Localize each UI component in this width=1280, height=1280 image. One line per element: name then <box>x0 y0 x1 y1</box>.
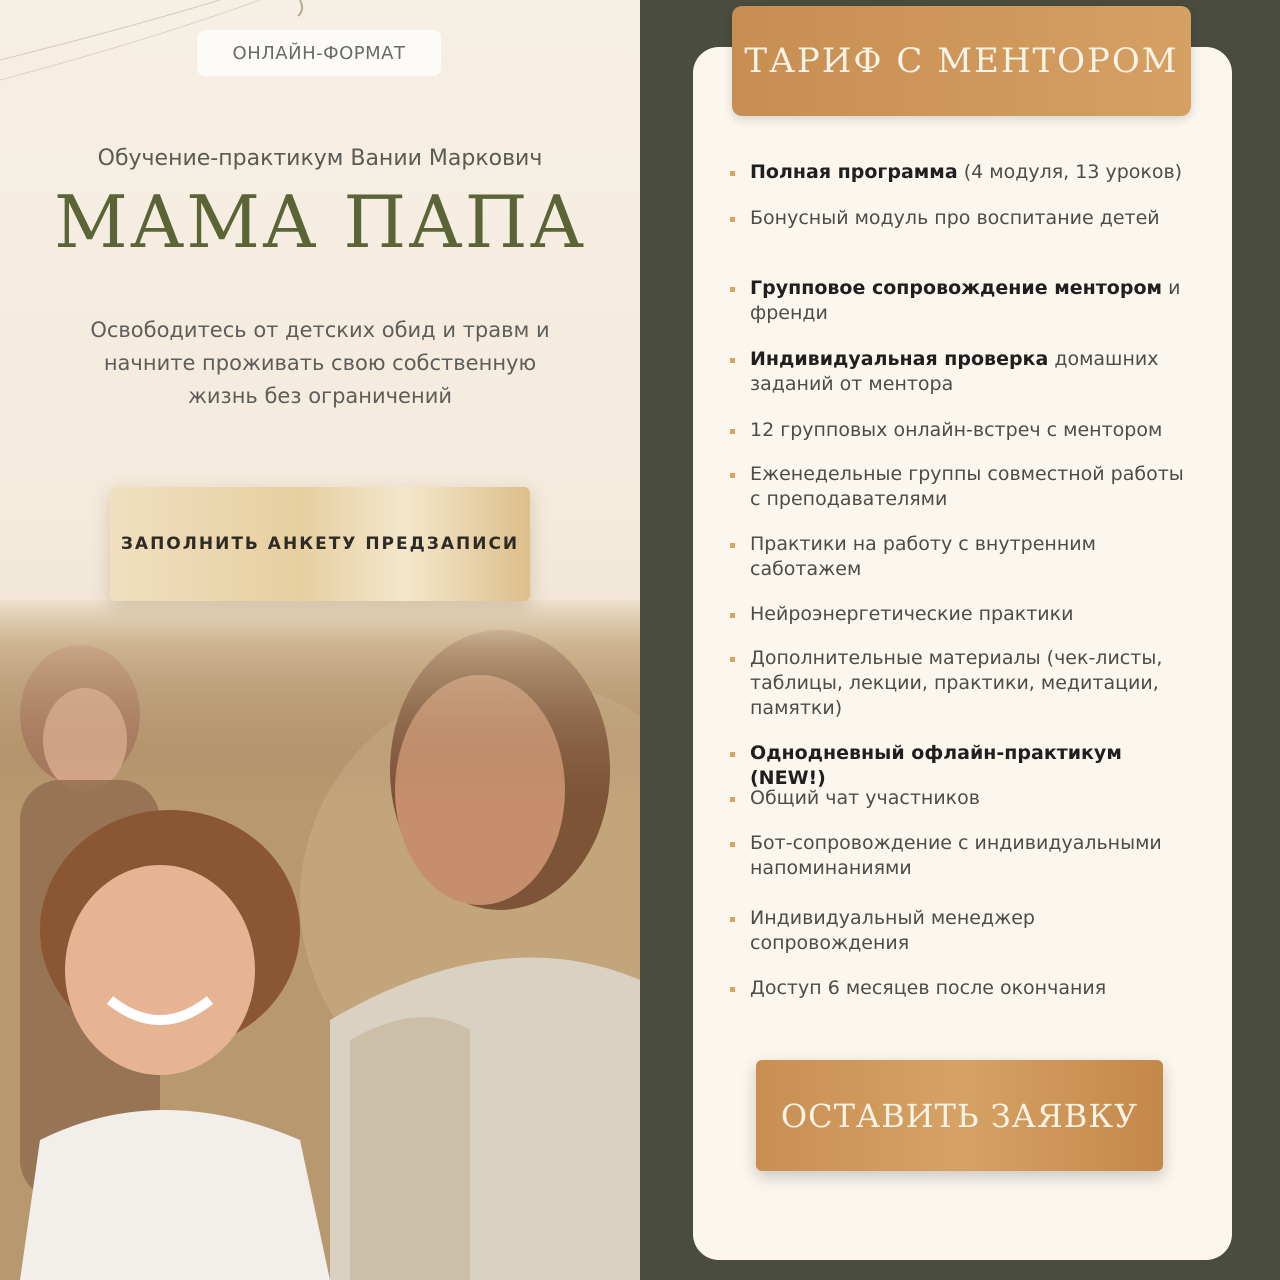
feature-item: Общий чат участников <box>730 786 1190 811</box>
feature-item: Дополнительные материалы (чек-листы, таблицы, лекции, практики, медитации, памятки) <box>730 646 1190 721</box>
preregistration-button[interactable]: ЗАПОЛНИТЬ АНКЕТУ ПРЕДЗАПИСИ <box>110 487 530 601</box>
feature-item: Практики на работу с внутренним саботажем <box>730 532 1190 582</box>
bullet-icon <box>730 543 735 548</box>
format-badge: ОНЛАЙН-ФОРМАТ <box>197 30 441 76</box>
bullet-icon <box>730 613 735 618</box>
bullet-icon <box>730 217 735 222</box>
feature-item: Групповое сопровождение ментором и френди <box>730 276 1190 326</box>
bullet-icon <box>730 429 735 434</box>
bullet-icon <box>730 287 735 292</box>
feature-item: Однодневный офлайн-практикум (NEW!) <box>730 741 1190 791</box>
feature-item: Индивидуальная проверка домашних заданий от ментора <box>730 347 1190 397</box>
bullet-icon <box>730 987 735 992</box>
bullet-icon <box>730 797 735 802</box>
bullet-icon <box>730 657 735 662</box>
feature-item: Доступ 6 месяцев после окончания <box>730 976 1190 1001</box>
family-photo <box>0 600 640 1280</box>
feature-item: 12 групповых онлайн-встреч с ментором <box>730 418 1190 443</box>
bullet-icon <box>730 171 735 176</box>
bullet-icon <box>730 358 735 363</box>
feature-item: Бонусный модуль про воспитание детей <box>730 206 1190 231</box>
course-subtitle: Обучение-практикум Вании Маркович <box>97 146 543 171</box>
bullet-icon <box>730 473 735 478</box>
feature-item: Индивидуальный менеджер сопровождения <box>730 906 1190 956</box>
bullet-icon <box>730 917 735 922</box>
tariff-title: ТАРИФ С МЕНТОРОМ <box>732 6 1191 116</box>
submit-application-button[interactable]: ОСТАВИТЬ ЗАЯВКУ <box>756 1060 1163 1171</box>
bullet-icon <box>730 752 735 757</box>
course-lead-text: Освободитесь от детских обид и травм и начните проживать свою собственную жизнь без ограничений <box>90 318 550 408</box>
feature-item: Бот-сопровождение с индивидуальными напоминаниями <box>730 831 1190 881</box>
feature-item: Еженедельные группы совместной работы с преподавателями <box>730 462 1190 512</box>
course-title: МАМА ПАПА <box>53 180 587 264</box>
feature-item: Полная программа (4 модуля, 13 уроков) <box>730 160 1190 185</box>
bullet-icon <box>730 842 735 847</box>
feature-item: Нейроэнергетические практики <box>730 602 1190 627</box>
